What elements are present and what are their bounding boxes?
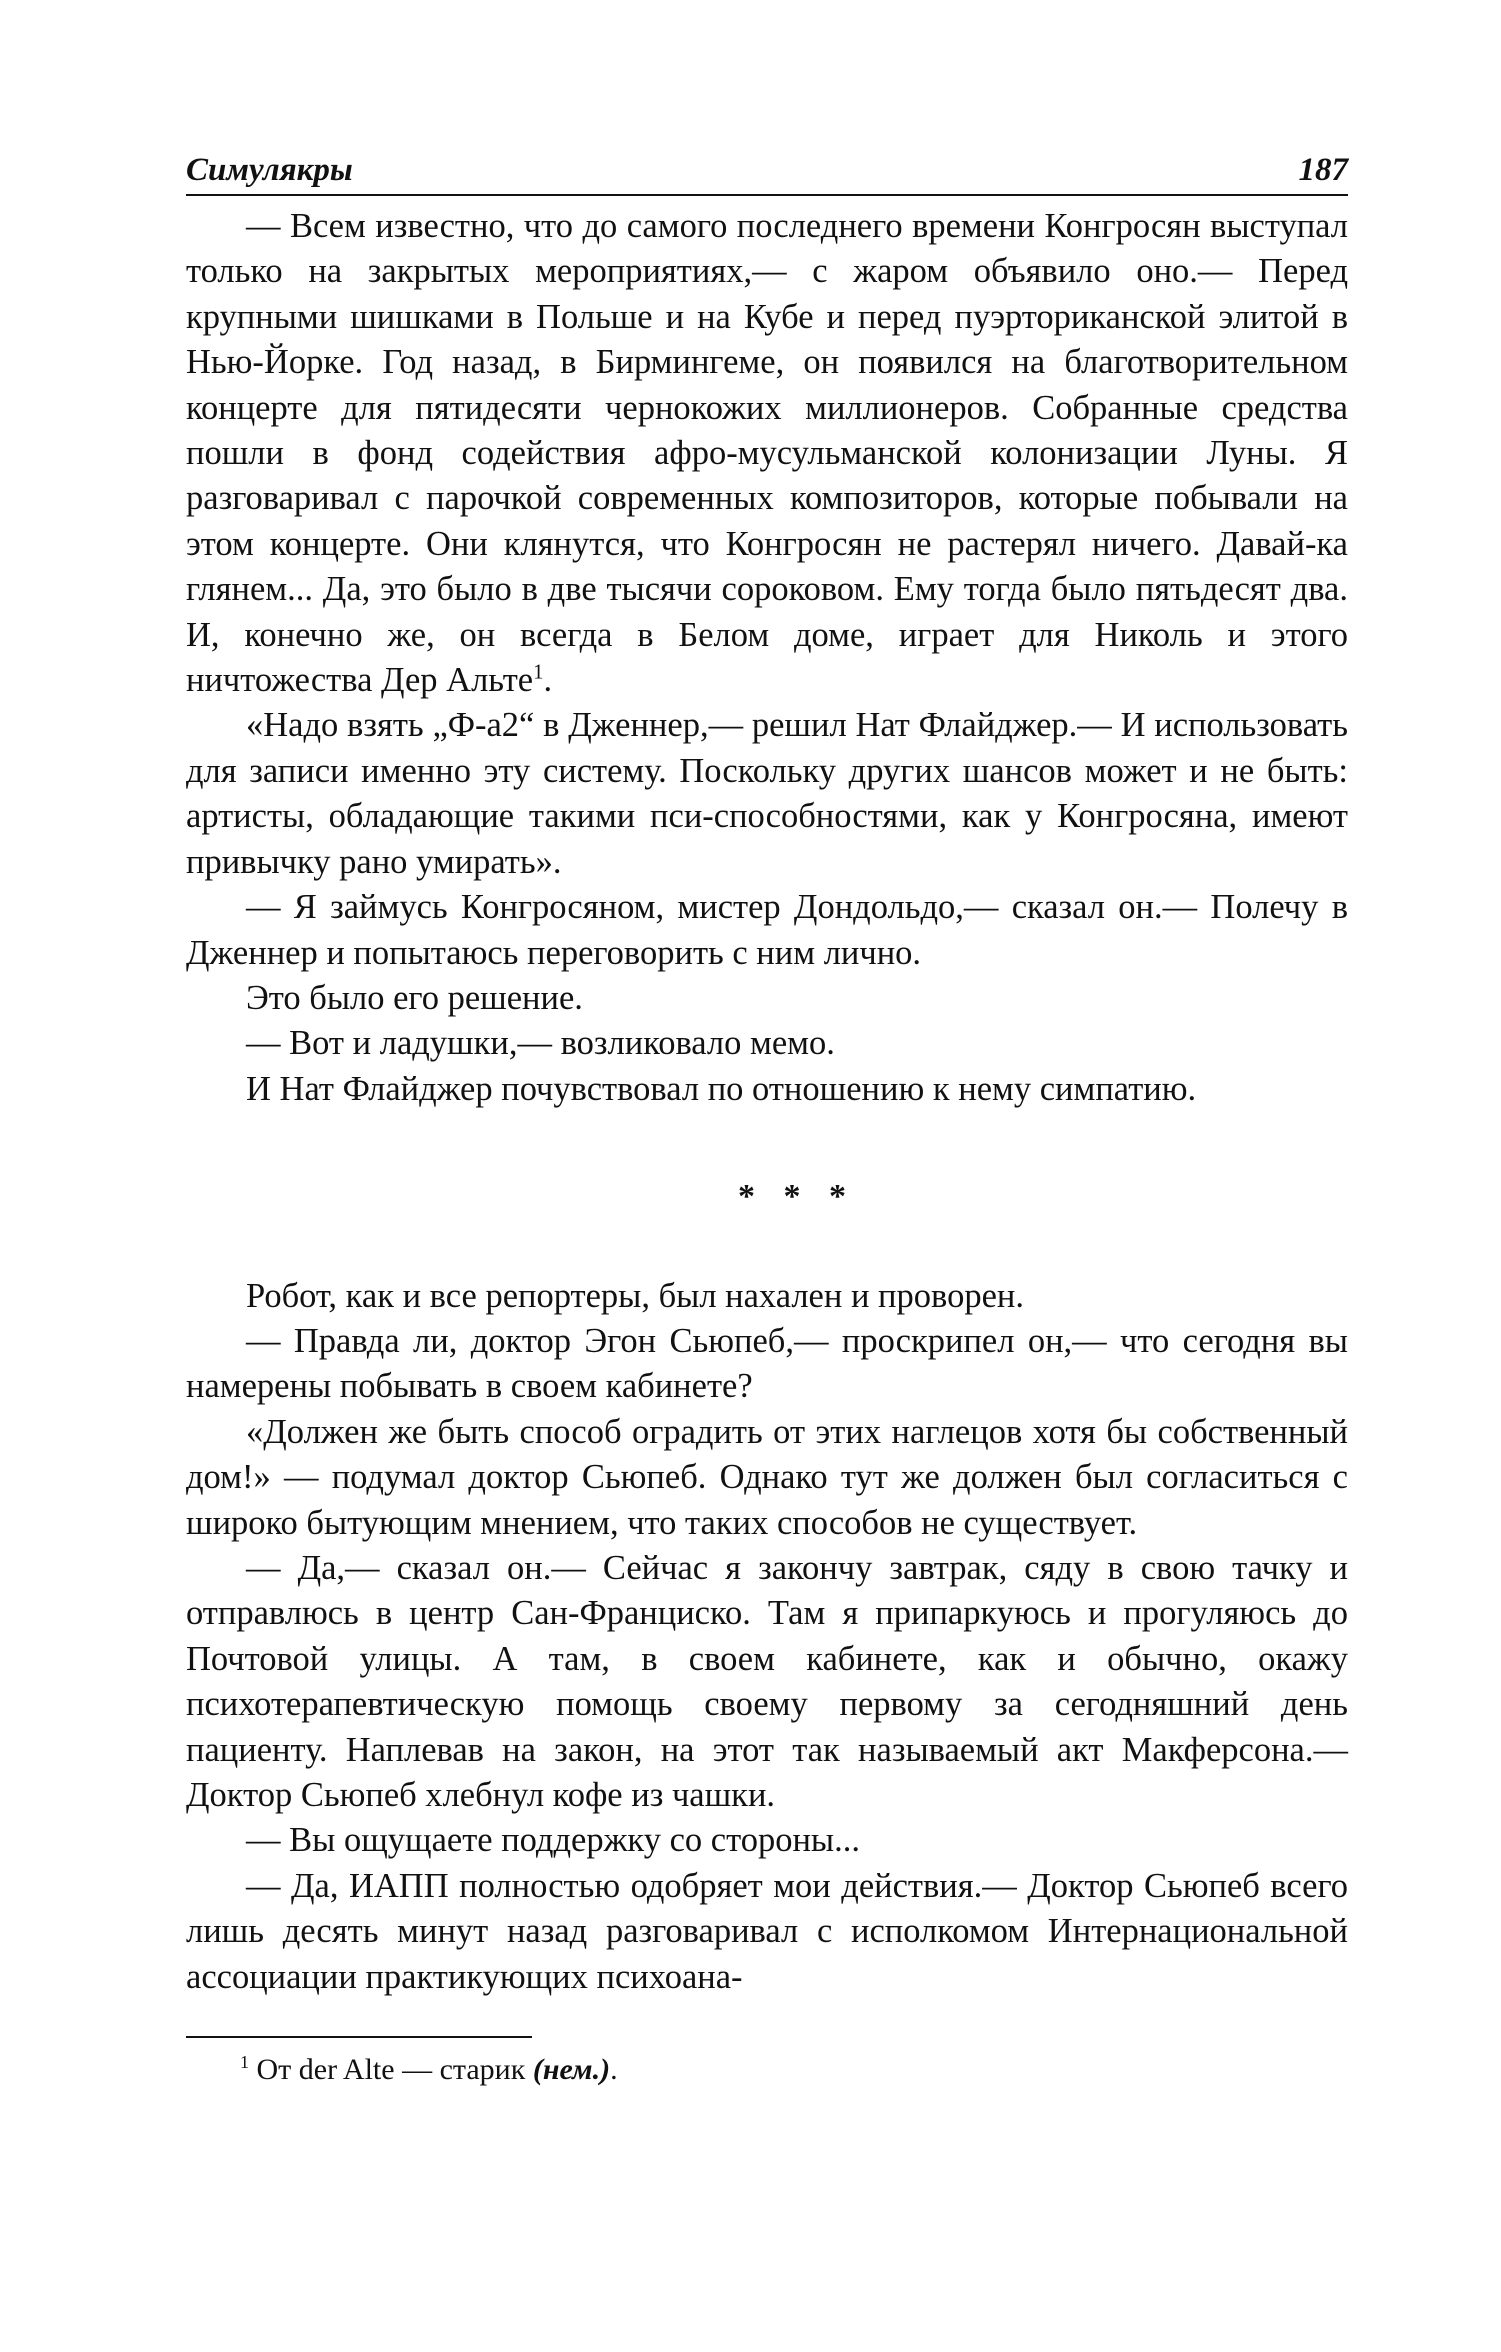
main-text (186, 204, 1348, 2000)
paragraph: «Должен же быть способ оградить от этих наглецов хотя бы собственный дом!» — подумал доктор Сьюпеб. Однако тут же должен был согласиться с широко бытующим мнением, что таких способов не существует. (186, 1412, 1348, 1542)
paragraph: Это было его решение. (246, 978, 583, 1017)
page-number: 187 (1298, 152, 1348, 188)
footnote-marker: 1 (240, 2052, 249, 2073)
paragraph: И Нат Флайджер почувствовал по отношению к нему симпатию. (246, 1069, 1197, 1108)
paragraph: Робот, как и все репортеры, был нахален и проворен. (246, 1276, 1024, 1315)
paragraph: — Всем известно, что до самого последнего времени Конгросян выступал только на закрытых мероприятиях,— с жаром объявило оно.— Перед крупными шишками в Польше и на Кубе и перед пуэрториканской элитой в Нью-Йорке. Год назад, в Бирмингеме, он появился на благотворительном концерте для пятидесяти чернокожих миллионеров. Собранные средства пошли в фонд содействия афро-мусульманской колонизации Луны. Я разговаривал с парочкой современных композиторов, которые побывали на этом концерте. Они клянутся, что Конгросян не растерял ничего. Давай-ка глянем... Да, это было в две тысячи сороковом. Ему тогда было пятьдесят два. И, конечно же, он всегда в Белом доме, играет для Николь и этого ничтожества Дер Альте$^1$. (186, 207, 1348, 700)
footnote-text: От der Alte — старик (256, 2053, 526, 2087)
footnote-reference: 1 (533, 661, 544, 684)
footnote-divider (186, 2036, 532, 2038)
book-page (186, 150, 1348, 2090)
section-break: * * * (738, 1178, 856, 1216)
paragraph: — Правда ли, доктор Эгон Сьюпеб,— проскрипел он,— что сегодня вы намерены побывать в своем кабинете? (186, 1321, 1348, 1406)
paragraph: — Да,— сказал он.— Сейчас я закончу завтрак, сяду в свою тачку и отправлюсь в центр Сан-Франциско. Там я припаркуюсь и прогуляюсь до Почтовой улицы. А там, в своем кабинете, как и обычно, окажу психотерапевтическую помощь своему первому за сегодняшний день пациенту. Наплевав на закон, на этот так называемый акт Макферсона.— Доктор Сьюпеб хлебнул кофе из чашки. (186, 1548, 1348, 1814)
footnote-language-note: (нем.) (532, 2053, 611, 2087)
running-header (186, 150, 1348, 196)
paragraph: — Вот и ладушки,— возликовало мемо. (246, 1024, 835, 1063)
paragraph: — Да, ИАПП полностью одобряет мои действия.— Доктор Сьюпеб всего лишь десять минут назад разговаривал с исполкомом Интернациональной ассоциации практикующих психоана- (186, 1866, 1348, 1996)
footnote: $^1$ От der Alte — старик (нем.). (240, 2052, 618, 2087)
paragraph: — Вы ощущаете поддержку со стороны... (246, 1821, 860, 1860)
paragraph: — Я займусь Конгросяном, мистер Дондольдо,— сказал он.— Полечу в Дженнер и попытаюсь переговорить с ним лично. (186, 888, 1348, 972)
paragraph: «Надо взять „Ф-а2“ в Дженнер,— решил Нат Флайджер.— И использовать для записи именно эту систему. Поскольку других шансов может и не быть: артисты, обладающие такими пси-способностями, как у Конгросяна, имеют привычку рано умирать». (186, 706, 1348, 881)
running-title: Симулякры (186, 152, 353, 188)
